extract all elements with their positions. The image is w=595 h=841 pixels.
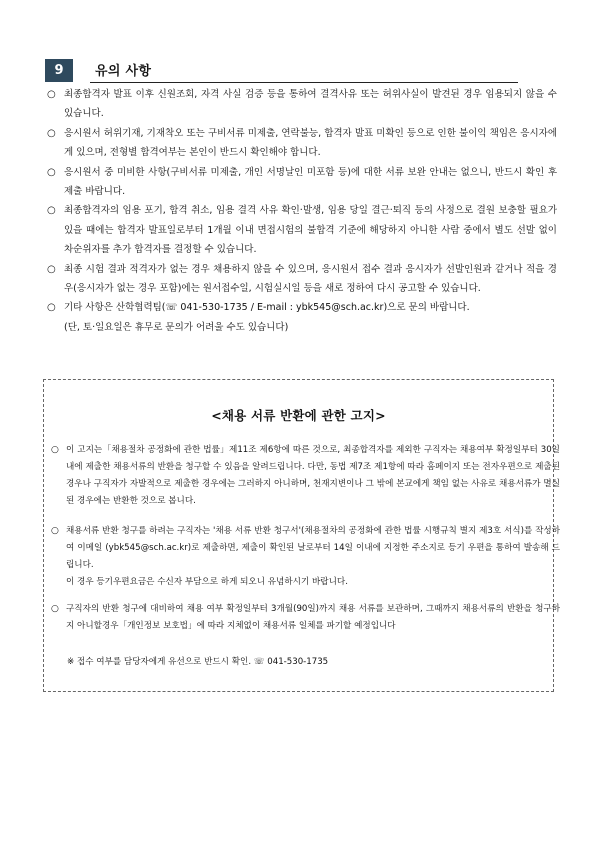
note-text: 최종 시험 결과 적격자가 없는 경우 채용하지 않을 수 있으며, 응시원서 접수 결과 응시자가 선발인원과 같거나 적을 경우(응시자가 없는 경우 포함)에는 원서접수일, 시험실시일 등을 새로 정하여 다시 공고할 수 있습니다. (64, 263, 557, 295)
notice-item-text: 이 고지는「채용절차 공정화에 관한 법률」제11조 제6항에 따른 것으로, 최종합격자를 제외한 구직자는 채용여부 확정일부터 30일 내에 제출한 채용서류의 반환을 청구할 수 있음을 알려드립니다. 다만, 동법 제7조 제1항에 따라 홈페이지 또는 전자우편으로 제출된 경우나 구직자가 자발적으로 제출한 경우에는 그러하지 아니하며, 천재지변이나 그 밖에 본교에게 책임 없는 사유로 채용서류가 멸실된 경우에는 반환한 것으로 봅니다. (66, 445, 560, 506)
note-subtext: (단, 토·일요일은 휴무로 문의가 어려울 수도 있습니다) (64, 321, 289, 333)
notice-title: <채용 서류 반환에 관한 고지> (211, 408, 386, 423)
note-text: 최종합격자의 임용 포기, 합격 취소, 임용 결격 사유 확인·발생, 임용 당일 결근·퇴직 등의 사정으로 결원 보충할 필요가 있을 때에는 합격자 발표일로부터 1개월 이내 면접시험의 불합격 기준에 해당하지 아니한 사람 중에서 별도 선발 없이 차순위자를 추가 합격자를 결정할 수 있습니다. (64, 205, 557, 256)
note-item (47, 85, 557, 124)
notice-item (51, 601, 560, 635)
circle-bullet-icon: ○ (51, 526, 59, 536)
document-return-notice-box (43, 379, 560, 692)
note-item (47, 201, 557, 259)
circle-bullet-icon: ○ (47, 263, 56, 275)
section-divider (90, 82, 518, 83)
circle-bullet-icon: ○ (47, 166, 56, 178)
note-text: 응시원서 허위기재, 기재착오 또는 구비서류 미제출, 연락불능, 합격자 발표 미확인 등으로 인한 불이익 책임은 응시자에게 있으며, 전형별 합격여부는 본인이 반드시 확인해야 합니다. (64, 127, 557, 159)
circle-bullet-icon: ○ (47, 89, 56, 100)
notice-item (51, 442, 560, 510)
section-title: 유의 사항 (95, 64, 152, 79)
circle-bullet-icon: ○ (47, 302, 56, 314)
notice-item-text: 채용서류 반환 청구를 하려는 구직자는 '채용 서류 반환 청구서'(채용절차의 공정화에 관한 법률 시행규칙 별지 제3호 서식)를 작성하여 이메일 (ybk545@sch.ac.kr)로 제출하면, 제출이 확인된 날로부터 14일 이내에 지정한 주소지로 등기 우편을 통하여 발송해 드립니다. (66, 526, 560, 570)
section-header (45, 57, 518, 83)
note-text: 기타 사항은 산학협력팀(☏ 041-530-1735 / E-mail : ybk545@sch.ac.kr)으로 문의 바랍니다. (64, 302, 470, 314)
notes-list (47, 85, 557, 337)
circle-bullet-icon: ○ (47, 205, 56, 217)
notice-footer: ※ 접수 여부를 담당자에게 유선으로 반드시 확인. ☏ 041-530-1735 (67, 657, 329, 667)
note-text: 최종합격자 발표 이후 신원조회, 자격 사실 검증 등을 통하여 결격사유 또는 허위사실이 발견된 경우 임용되지 않을 수 있습니다. (64, 89, 557, 120)
note-item-contact (47, 298, 557, 317)
circle-bullet-icon: ○ (47, 127, 56, 139)
notice-item-subtext: 이 경우 등기우편요금은 수신자 부담으로 하게 되오니 유념하시기 바랍니다. (66, 577, 348, 587)
notice-item (51, 523, 560, 591)
note-item (47, 260, 557, 299)
note-item (47, 124, 557, 163)
section-number: 9 (45, 59, 73, 82)
note-text: 응시원서 중 미비한 사항(구비서류 미제출, 개인 서명날인 미포함 등)에 대한 서류 보완 안내는 없으니, 반드시 확인 후 제출 바랍니다. (64, 166, 557, 198)
circle-bullet-icon: ○ (51, 604, 59, 614)
notice-item-text: 구직자의 반환 청구에 대비하여 채용 여부 확정일부터 3개월(90일)까지 채용 서류를 보관하며, 그때까지 채용서류의 반환을 청구하지 아니할경우「개인정보 보호법」에 따라 지체없이 채용서류 일체를 파기할 예정입니다 (66, 604, 560, 631)
circle-bullet-icon: ○ (51, 445, 59, 455)
note-item (47, 163, 557, 202)
